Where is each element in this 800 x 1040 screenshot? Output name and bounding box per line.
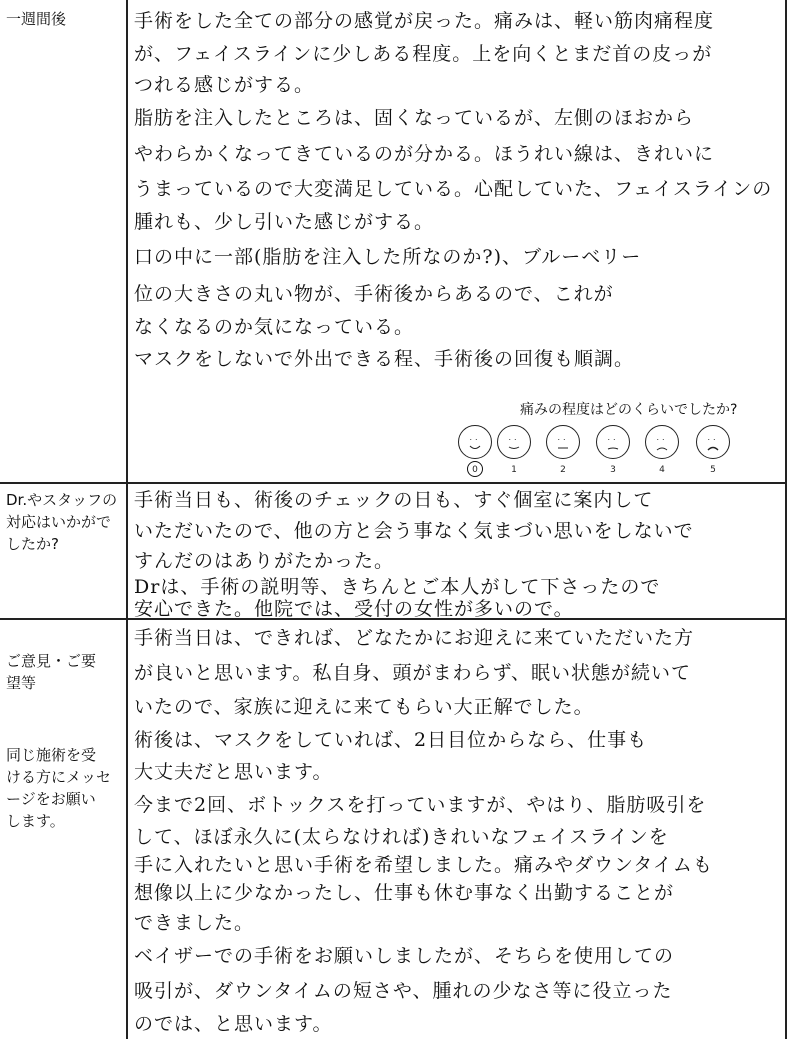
- answer-line: 吸引が、ダウンタイムの短さや、腫れの少なさ等に役立った: [134, 980, 673, 1002]
- answer-line: 手術当日も、術後のチェックの日も、すぐ個室に案内して: [134, 489, 654, 511]
- row-label-line: 望等: [6, 674, 37, 692]
- row-label-line: 一週間後: [6, 10, 67, 28]
- answer-line: 術後は、マスクをしていれば、2日目位からなら、仕事も: [134, 729, 648, 751]
- answer-line: 脂肪を注入したところは、固くなっているが、左側のほおから: [134, 107, 695, 129]
- answer-line: なくなるのか気になっている。: [134, 316, 415, 338]
- answer-line: いただいたので、他の方と会う事なく気まづい思いをしないで: [134, 520, 694, 542]
- row-label-one-week: [6, 8, 66, 30]
- answer-line: Drは、手術の説明等、きちんとご本人がして下さったので: [134, 576, 661, 598]
- answer-line: ベイザーでの手術をお願いしましたが、そちらを使用しての: [134, 945, 675, 967]
- row-label-line: ご意見・ご要: [6, 652, 97, 670]
- pain-face-3-icon: ..: [596, 425, 630, 459]
- answer-line: 大丈夫だと思います。: [134, 761, 333, 783]
- answer-line: 手に入れたいと思い手術を希望しました。痛みやダウンタイムも: [134, 854, 713, 876]
- answer-line: 手術をした全ての部分の感覚が戻った。痛みは、軽い筋肉痛程度: [134, 10, 715, 32]
- pain-scale-number: 1: [511, 465, 517, 475]
- answer-line: 今まで2回、ボトックスを打っていますが、やはり、脂肪吸引を: [134, 794, 707, 816]
- answer-line: 手術当日は、できれば、どなたかにお迎えに来ていただいた方: [134, 627, 695, 649]
- row-label-opinions: [6, 650, 96, 694]
- answer-line: 位の大きさの丸い物が、手術後からあるので、これが: [134, 283, 614, 305]
- answer-line: 想像以上に少なかったし、仕事も休む事なく出勤することが: [134, 882, 675, 904]
- row-label-staff-response: [6, 489, 117, 555]
- answer-line: マスクをしないで外出できる程、手術後の回復も順調。: [134, 348, 635, 370]
- row-label-line: します。: [6, 812, 65, 830]
- pain-scale-number: 4: [659, 465, 665, 475]
- row-label-line: ージをお願い: [6, 790, 96, 808]
- answer-line: 腫れも、少し引いた感じがする。: [134, 211, 435, 233]
- pain-scale-number: 0: [472, 465, 478, 475]
- pain-face-5-icon: ..: [696, 425, 730, 459]
- row-label-line: ける方にメッセ: [6, 768, 112, 786]
- handwritten-answer-staff-response: [134, 484, 794, 620]
- answer-line: いたので、家族に迎えに来てもらい大正解でした。: [134, 696, 594, 718]
- handwritten-answer-one-week: [134, 4, 794, 376]
- row-label-message: [6, 744, 111, 832]
- pain-face-0-icon: ..: [458, 425, 492, 459]
- row-label-line: 同じ施術を受: [6, 746, 97, 764]
- pain-face-4-icon: ..: [645, 425, 679, 459]
- row-label-line: 対応はいかがで: [6, 513, 112, 531]
- answer-line: できました。: [134, 912, 255, 934]
- answer-line: して、ほぼ永久に(太らなければ)きれいなフェイスラインを: [134, 826, 669, 848]
- pain-level-question: 痛みの程度はどのくらいでしたか?: [520, 402, 738, 418]
- answer-line: 安心できた。他院では、受付の女性が多いので。: [134, 598, 574, 620]
- handwritten-answer-opinions: [134, 620, 794, 1040]
- answer-line: が良いと思います。私自身、頭がまわらず、眠い状態が続いて: [134, 662, 691, 684]
- label-column-divider: [126, 0, 128, 1039]
- pain-scale-number: 3: [610, 465, 616, 475]
- pain-face-1-icon: ..: [497, 425, 531, 459]
- pain-scale-number: 2: [560, 465, 566, 475]
- answer-line: うまっているので大変満足している。心配していた、フェイスラインの: [134, 178, 773, 200]
- answer-line: 口の中に一部(脂肪を注入した所なのか?)、ブルーベリー: [134, 246, 642, 268]
- answer-line: つれる感じがする。: [134, 74, 315, 96]
- pain-face-2-icon: ..: [546, 425, 580, 459]
- answer-line: すんだのはありがたかった。: [134, 550, 395, 572]
- answer-line: やわらかくなってきているのが分かる。ほうれい線は、きれいに: [134, 143, 715, 165]
- answer-line: が、フェイスラインに少しある程度。上を向くとまだ首の皮っが: [134, 43, 713, 65]
- answer-line: のでは、と思います。: [134, 1013, 333, 1035]
- pain-scale-number: 5: [710, 465, 716, 475]
- row-label-line: Dr.やスタッフの: [6, 491, 118, 509]
- row-label-line: したか?: [6, 535, 59, 553]
